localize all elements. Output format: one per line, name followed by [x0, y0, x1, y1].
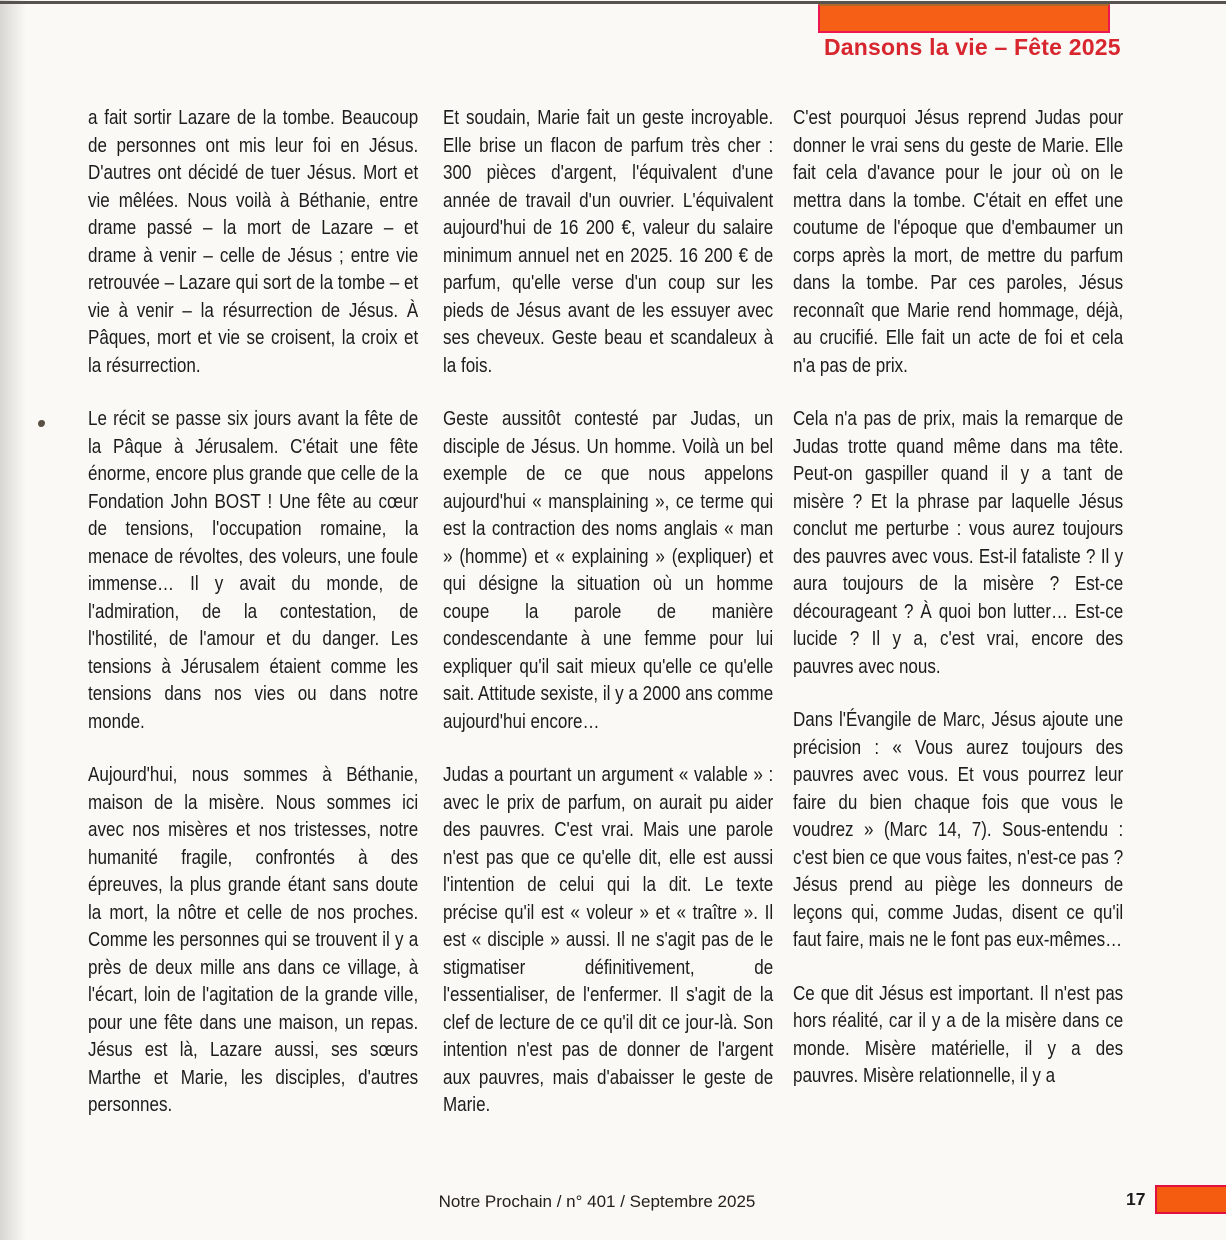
article-paragraph: Ce que dit Jésus est important. Il n'est pas hors réalité, car il y a de la misère dans ce monde. Misère matérielle, il y a des pauvres. Misère relationnelle, il y a: [793, 982, 1124, 1087]
header-accent-bar: [818, 4, 1110, 33]
article-paragraph: Judas a pourtant un argument « valable » : avec le prix de parfum, on aurait pu aider des pauvres. C'est vrai. Mais une parole n'est pas que ce qu'elle dit, elle est aussi l'intention de celui qui la dit. Le texte précise qu'il est « voleur » et « traître ». Il est « disciple » aussi. Il ne s'agit pas de le stigmatiser définitivement, de l'essentialiser, de l'enfermer. Il s'agit de la clef de lecture de ce qu'il dit ce jour-là. Son intention n'est pas de donner de l'argent aux pauvres, mais d'abaisser le geste de Marie.: [443, 764, 774, 1116]
article-paragraph: Aujourd'hui, nous sommes à Béthanie, maison de la misère. Nous sommes ici avec nos misères et nos tristesses, notre humanité fragile, confrontés à des épreuves, la plus grande étant sans doute la mort, la nôtre et celle de nos proches. Comme les personnes qui se trouvent il y a près de deux mille ans dans ce village, à l'écart, loin de l'agitation de la grande ville, pour une fête dans une maison, un repas. Jésus est là, Lazare aussi, ses sœurs Marthe et Marie, les disciples, d'autres personnes.: [88, 764, 419, 1116]
article-paragraph: C'est pourquoi Jésus reprend Judas pour donner le vrai sens du geste de Marie. Elle fait cela d'avance pour le jour où on le mettra dans la tombe. C'était en effet une coutume de l'époque que d'embaumer un corps après la mort, de mettre du parfum dans la tombe. Par ces paroles, Jésus reconnaît que Marie rend hommage, déjà, au crucifié. Elle fait un acte de foi et cela n'a pas de prix.: [793, 107, 1124, 377]
footer-journal-line: Notre Prochain / n° 401 / Septembre 2025: [438, 1192, 756, 1211]
article-paragraph: a fait sortir Lazare de la tombe. Beaucoup de personnes ont mis leur foi en Jésus. D'autres ont décidé de tuer Jésus. Mort et vie mêlées. Nous voilà à Béthanie, entre drame passé – la mort de Lazare – et drame à venir – celle de Jésus ; entre vie retrouvée – Lazare qui sort de la tombe – et vie à venir – la résurrection de Jésus. À Pâques, mort et vie se croisent, la croix et la résurrection.: [88, 107, 419, 377]
article-column-right: [793, 105, 1123, 1117]
article-paragraph: Dans l'Évangile de Marc, Jésus ajoute une précision : « Vous aurez toujours des pauvres avec vous. Et vous pourrez leur faire du bien chaque fois que vous le voudrez » (Marc 14, 7). Sous-entendu : c'est bien ce que vous faites, n'est-ce pas ? Jésus prend au piège les donneurs de leçons qui, comme Judas, disent ce qu'il faut faire, mais ne le font pas eux-mêmes…: [793, 709, 1124, 951]
article-paragraph: Geste aussitôt contesté par Judas, un disciple de Jésus. Un homme. Voilà un bel exemple de ce que nous appelons aujourd'hui « mansplaining », ce terme qui est la contraction des noms anglais « man » (homme) et « explaining » (expliquer) et qui désigne la situation où un homme coupe la parole de manière condescendante à une femme pour lui expliquer qu'il sait mieux qu'elle ce qu'elle sait. Attitude sexiste, il y a 2000 ans comme aujourd'hui encore…: [443, 408, 774, 733]
section-title: Dansons la vie – Fête 2025: [824, 34, 1121, 60]
article-paragraph: Le récit se passe six jours avant la fête de la Pâque à Jérusalem. C'était une fête énorme, encore plus grande que celle de la Fondation John BOST ! Une fête au cœur de tensions, l'occupation romaine, la menace de révoltes, des voleurs, une foule immense… Il y avait du monde, de l'admiration, de la contestation, de l'hostilité, de l'amour et du danger. Les tensions à Jérusalem étaient comme les tensions dans nos vies ou dans notre monde.: [88, 408, 419, 733]
page-number: 17: [1126, 1189, 1146, 1209]
article-column-left: [88, 105, 418, 1146]
article-paragraph: Et soudain, Marie fait un geste incroyable. Elle brise un flacon de parfum très cher : 300 pièces d'argent, l'équivalent d'une année de travail d'un ouvrier. L'équivalent aujourd'hui de 16 200 €, valeur du salaire minimum annuel net en 2025. 16 200 € de parfum, qu'elle verse d'un coup sur les pieds de Jésus avant de les essuyer avec ses cheveux. Geste beau et scandaleux à la fois.: [443, 107, 774, 377]
article-paragraph: Cela n'a pas de prix, mais la remarque de Judas trotte quand même dans ma tête. Peut-on gaspiller quand il y a tant de misère ? Et la phrase par laquelle Jésus conclut me perturbe : vous aurez toujours des pauvres avec vous. Est-il fataliste ? Il y aura toujours de la misère ? Est-ce décourageant ? À quoi bon lutter… Est-ce lucide ? Il y a, c'est vrai, encore des pauvres avec nous.: [793, 408, 1124, 678]
page-corner-tab: [1155, 1185, 1226, 1214]
scan-speck: [38, 420, 45, 427]
article-column-middle: [443, 105, 773, 1146]
